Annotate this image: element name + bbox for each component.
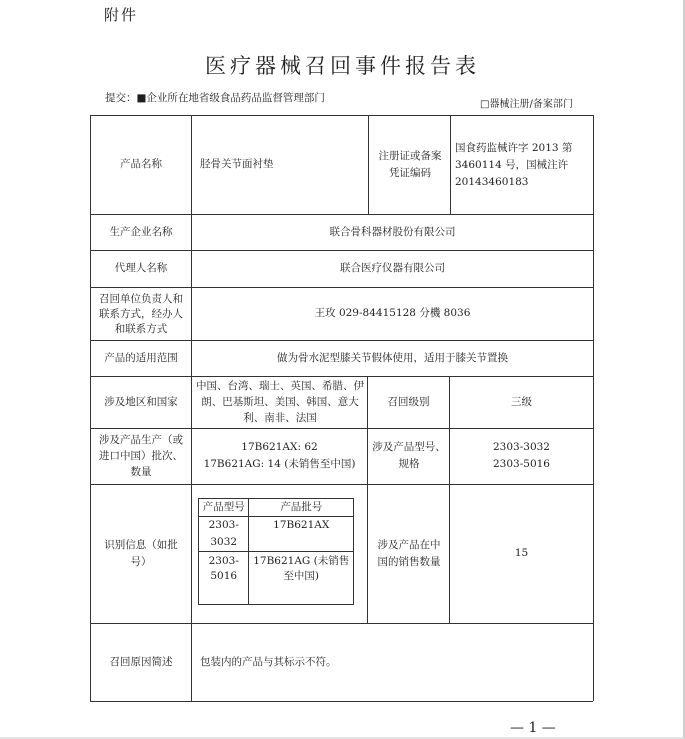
batch-label: 涉及产品生产（或进口中国）批次、数量 — [99, 434, 183, 478]
page-number: — 1 — — [510, 720, 556, 736]
table-row — [199, 552, 354, 605]
submit-to-text: 提交：■企业所在地省级食品药品监督管理部门 — [105, 92, 325, 104]
batch-value — [192, 428, 367, 484]
regions-label: 涉及地区和国家 — [104, 395, 178, 408]
manufacturer-value: 联合骨科器材股份有限公司 — [329, 225, 456, 238]
batch-line: 17B621AX: 62 — [241, 441, 318, 453]
contact-value: 王玫 029-84415128 分機 8036 — [314, 307, 471, 319]
china-sales-label: 涉及产品在中国的销售数量 — [377, 538, 441, 568]
regions-value: 中国、台湾、瑞士、英国、希腊、伊朗、巴基斯坦、美国、韩国、意大利、南非、法国 — [196, 380, 364, 424]
agent-label: 代理人名称 — [114, 262, 168, 274]
reason-value: 包装内的产品与其标示不符。 — [200, 655, 337, 668]
model-line: 2303-3032 — [493, 441, 550, 453]
attachment-label: 附件 — [104, 6, 139, 24]
model-label: 涉及产品型号、规格 — [372, 441, 446, 470]
id-table-cell: 2303-5016 — [199, 552, 249, 605]
batch-line: 17B621AG: 14 (未销售至中国) — [203, 458, 356, 470]
id-table-cell: 17B621AX — [249, 517, 354, 552]
id-info-table — [198, 498, 354, 605]
scope-label: 产品的适用范围 — [104, 351, 178, 364]
reg-no-label: 注册证或备案凭证编码 — [378, 149, 442, 179]
id-table-header: 产品型号 — [199, 499, 249, 517]
scope-value: 做为骨水泥型膝关节假体使用，适用于膝关节置换 — [277, 351, 508, 364]
contact-label: 召回单位负责人和联系方式，经办人和联系方式 — [99, 292, 183, 335]
product-name-label: 产品名称 — [120, 158, 162, 170]
id-table-cell: 17B621AG (未销售至中国) — [249, 552, 354, 605]
id-table-header: 产品批号 — [249, 499, 354, 517]
page-title: 医疗器械召回事件报告表 — [205, 54, 480, 78]
table-row — [199, 517, 354, 552]
manufacturer-label: 生产企业名称 — [109, 225, 173, 238]
model-line: 2303-5016 — [493, 458, 550, 470]
model-value — [450, 428, 593, 484]
product-name-value: 胫骨关节面衬垫 — [200, 158, 274, 170]
china-sales-value: 15 — [514, 547, 529, 559]
id-info-label: 识别信息（如批号） — [104, 538, 178, 568]
reason-label: 召回原因简述 — [109, 655, 173, 668]
recall-level-value: 三级 — [511, 395, 532, 408]
id-table-cell: 2303-3032 — [199, 517, 249, 552]
registration-dept-checkbox-text: □器械注册/备案部门 — [480, 99, 573, 110]
recall-level-label: 召回级别 — [387, 395, 430, 408]
reg-no-value: 国食药监械许字 2013 第 3460114 号，国械注许 20143460183 — [455, 142, 573, 188]
agent-value: 联合医疗仪器有限公司 — [340, 262, 445, 274]
